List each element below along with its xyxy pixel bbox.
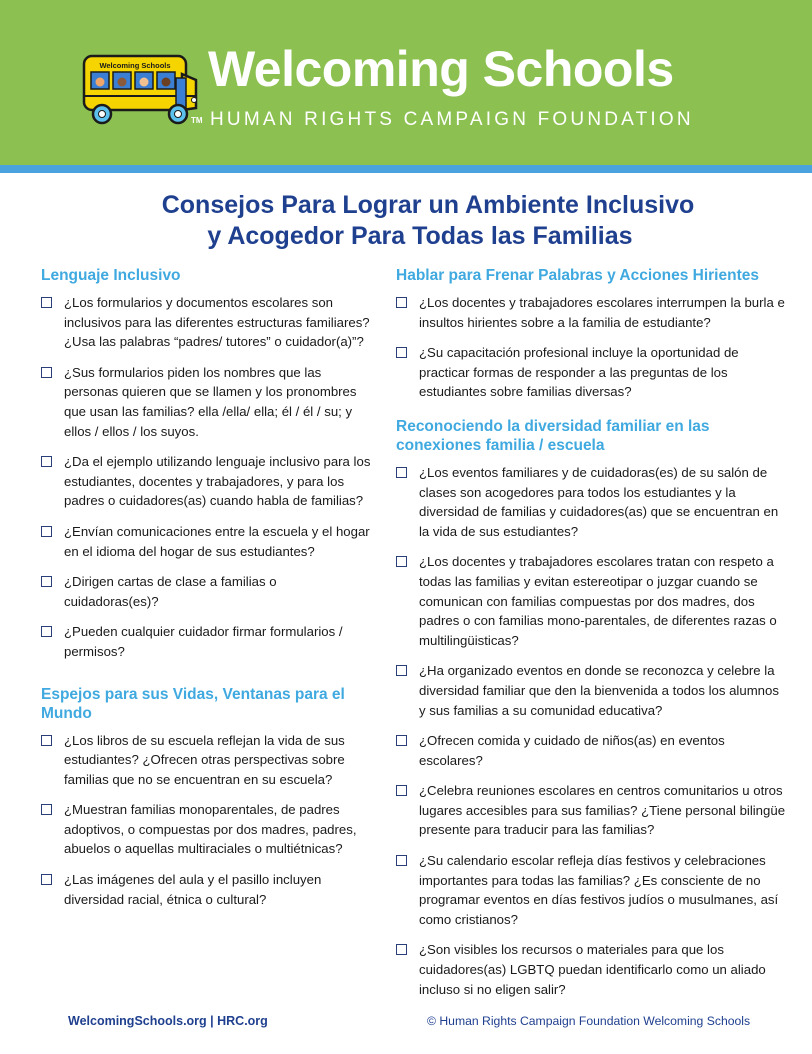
checklist-item-text: ¿Los docentes y trabajadores escolares interrumpen la burla e insultos hirientes sobre a la familia de estudiante? [419,295,785,330]
checkbox-icon [396,785,407,796]
checklist-item-text: ¿Los docentes y trabajadores escolares tratan con respeto a todas las familias y evitan estereotipar o juzgar cuando se comunican con familias compuestas por dos madres, dos padres o con familias mono-parentales, de diferentes razas o multilingüisticas? [419,554,777,648]
checkbox-icon [41,456,52,467]
checkbox-icon [41,804,52,815]
bus-label: Welcoming Schools [99,61,171,70]
checklist-item-text: ¿Dirigen cartas de clase a familias o cuidadoras(es)? [64,574,277,609]
checklist-item-text: ¿Ofrecen comida y cuidado de niños(as) en eventos escolares? [419,733,725,768]
checkbox-icon [41,874,52,885]
checklist-item-text: ¿Celebra reuniones escolares en centros comunitarios u otros lugares accesibles para sus familias? ¿Tiene personal bilingüe presente para traducir para las familias? [419,783,786,838]
checklist-item [41,800,371,859]
checklist-item [41,572,371,611]
left-column [41,266,371,920]
checklist-item-text: ¿Son visibles los recursos o materiales para que los cuidadores(as) LGBTQ puedan identificarlo como un aliado incluso si no eligen salir? [419,942,766,997]
section-title: Lenguaje Inclusivo [41,267,181,284]
brand-title: Welcoming Schools [208,41,674,97]
section-title: Reconociendo la diversidad familiar en las conexiones familia / escuela [396,417,710,454]
checklist-item [41,452,371,511]
checklist-item [41,870,371,909]
header-stripe [0,165,812,173]
checklist-item-text: ¿Los libros de su escuela reflejan la vida de sus estudiantes? ¿Ofrecen otras perspectivas sobre familias que no se encuentran en su escuela? [64,732,345,787]
checklist-item-text: ¿Sus formularios piden los nombres que las personas quieren que se llamen y los pronombres que usan las familias? ella /ella/ ella; él / él / su; y ellos / ellos / los suyos. [64,364,357,439]
checklist-item-text: ¿Los eventos familiares y de cuidadoras(es) de su salón de clases son acogedores para todos los estudiantes y la diversidad de familias y cuidadores(as) que se encuentran en la vida de sus estudiantes? [419,464,779,539]
checklist-item-text: ¿Su calendario escolar refleja días festivos y celebraciones importantes para todas las familias? ¿Es consciente de no programar eventos en días festivos judíos o musulmanes, así como cristianos? [419,853,779,927]
checkbox-icon [41,526,52,537]
checklist-item-text: ¿Muestran familias monoparentales, de padres adoptivos, o compuestas por dos madres, padres, abuelos o aquellas multiraciales o multiétnicas? [64,802,357,857]
checklist-item-text: ¿Las imágenes del aula y el pasillo incluyen diversidad racial, étnica o cultural? [64,872,322,907]
checkbox-icon [41,735,52,746]
page-title-line-2: y Acogedor Para Todas las Familias [207,222,633,250]
checkbox-icon [396,467,407,478]
checkbox-icon [41,297,52,308]
checklist-item [41,731,371,790]
checkbox-icon [396,665,407,676]
checklist-item [41,622,371,661]
checklist-item-text: ¿Ha organizado eventos en donde se reconozca y celebre la diversidad familiar que den la bienvenida a todos los alumnos y sus familias a su comunidad educativa? [419,663,779,718]
checklist-item [396,343,786,402]
checklist-item [41,363,371,441]
checklist-item-text: ¿Envían comunicaciones entre la escuela y el hogar en el idioma del hogar de sus estudiantes? [64,523,370,559]
checklist-item [396,851,786,929]
checkbox-icon [396,347,407,358]
checklist-item [396,552,786,650]
checkbox-icon [396,944,407,955]
section-reconociendo-diversidad [396,417,786,999]
checklist-item-text: ¿Los formularios y documentos escolares son inclusivos para las diferentes estructuras familiares? ¿Usa las palabras “padres/ tutores” o cuidador(a)”? [64,295,370,350]
checklist-item-text: ¿Su capacitación profesional incluye la oportunidad de practicar formas de responder a las preguntas de los estudiantes sobre familias diversas? [419,345,739,400]
section-spacer [41,673,371,685]
checkbox-icon [41,576,52,587]
section-espejos-ventanas [41,685,371,910]
page-title [0,190,812,252]
checkbox-icon [396,556,407,567]
section-title: Hablar para Frenar Palabras y Acciones Hirientes [396,267,759,284]
checklist-item-text: ¿Da el ejemplo utilizando lenguaje inclusivo para los estudiantes, docentes y trabajadores, y para los padres o cuidadores(as) cuando habla de familias? [64,454,371,509]
header-banner [0,0,812,165]
checkbox-icon [396,735,407,746]
right-column [396,266,786,1010]
section-title: Espejos para sus Vidas, Ventanas para el Mundo [41,685,345,722]
checklist-item [41,522,371,561]
checklist-item-text: ¿Pueden cualquier cuidador firmar formularios / permisos? [64,624,343,659]
checkbox-icon [41,367,52,378]
section-lenguaje-inclusivo [41,266,371,662]
checklist-item [396,940,786,999]
footer-links[interactable]: WelcomingSchools.org | HRC.org [68,1014,268,1028]
page-title-line-1: Consejos Para Lograr un Ambiente Inclusivo [161,191,695,219]
checklist-item [396,731,786,770]
brand-subtitle: HUMAN RIGHTS CAMPAIGN FOUNDATION [210,109,694,130]
footer-copyright: © Human Rights Campaign Foundation Welcoming Schools [427,1014,751,1028]
section-hablar-frenar [396,266,786,402]
checkbox-icon [41,626,52,637]
checklist-item [396,781,786,840]
checkbox-icon [396,855,407,866]
school-bus-logo-icon [78,50,202,128]
checklist-item [396,463,786,541]
checklist-item [41,293,371,352]
checklist-item [396,661,786,720]
checkbox-icon [396,297,407,308]
trademark-mark: TM [191,116,203,125]
checklist-item [396,293,786,332]
